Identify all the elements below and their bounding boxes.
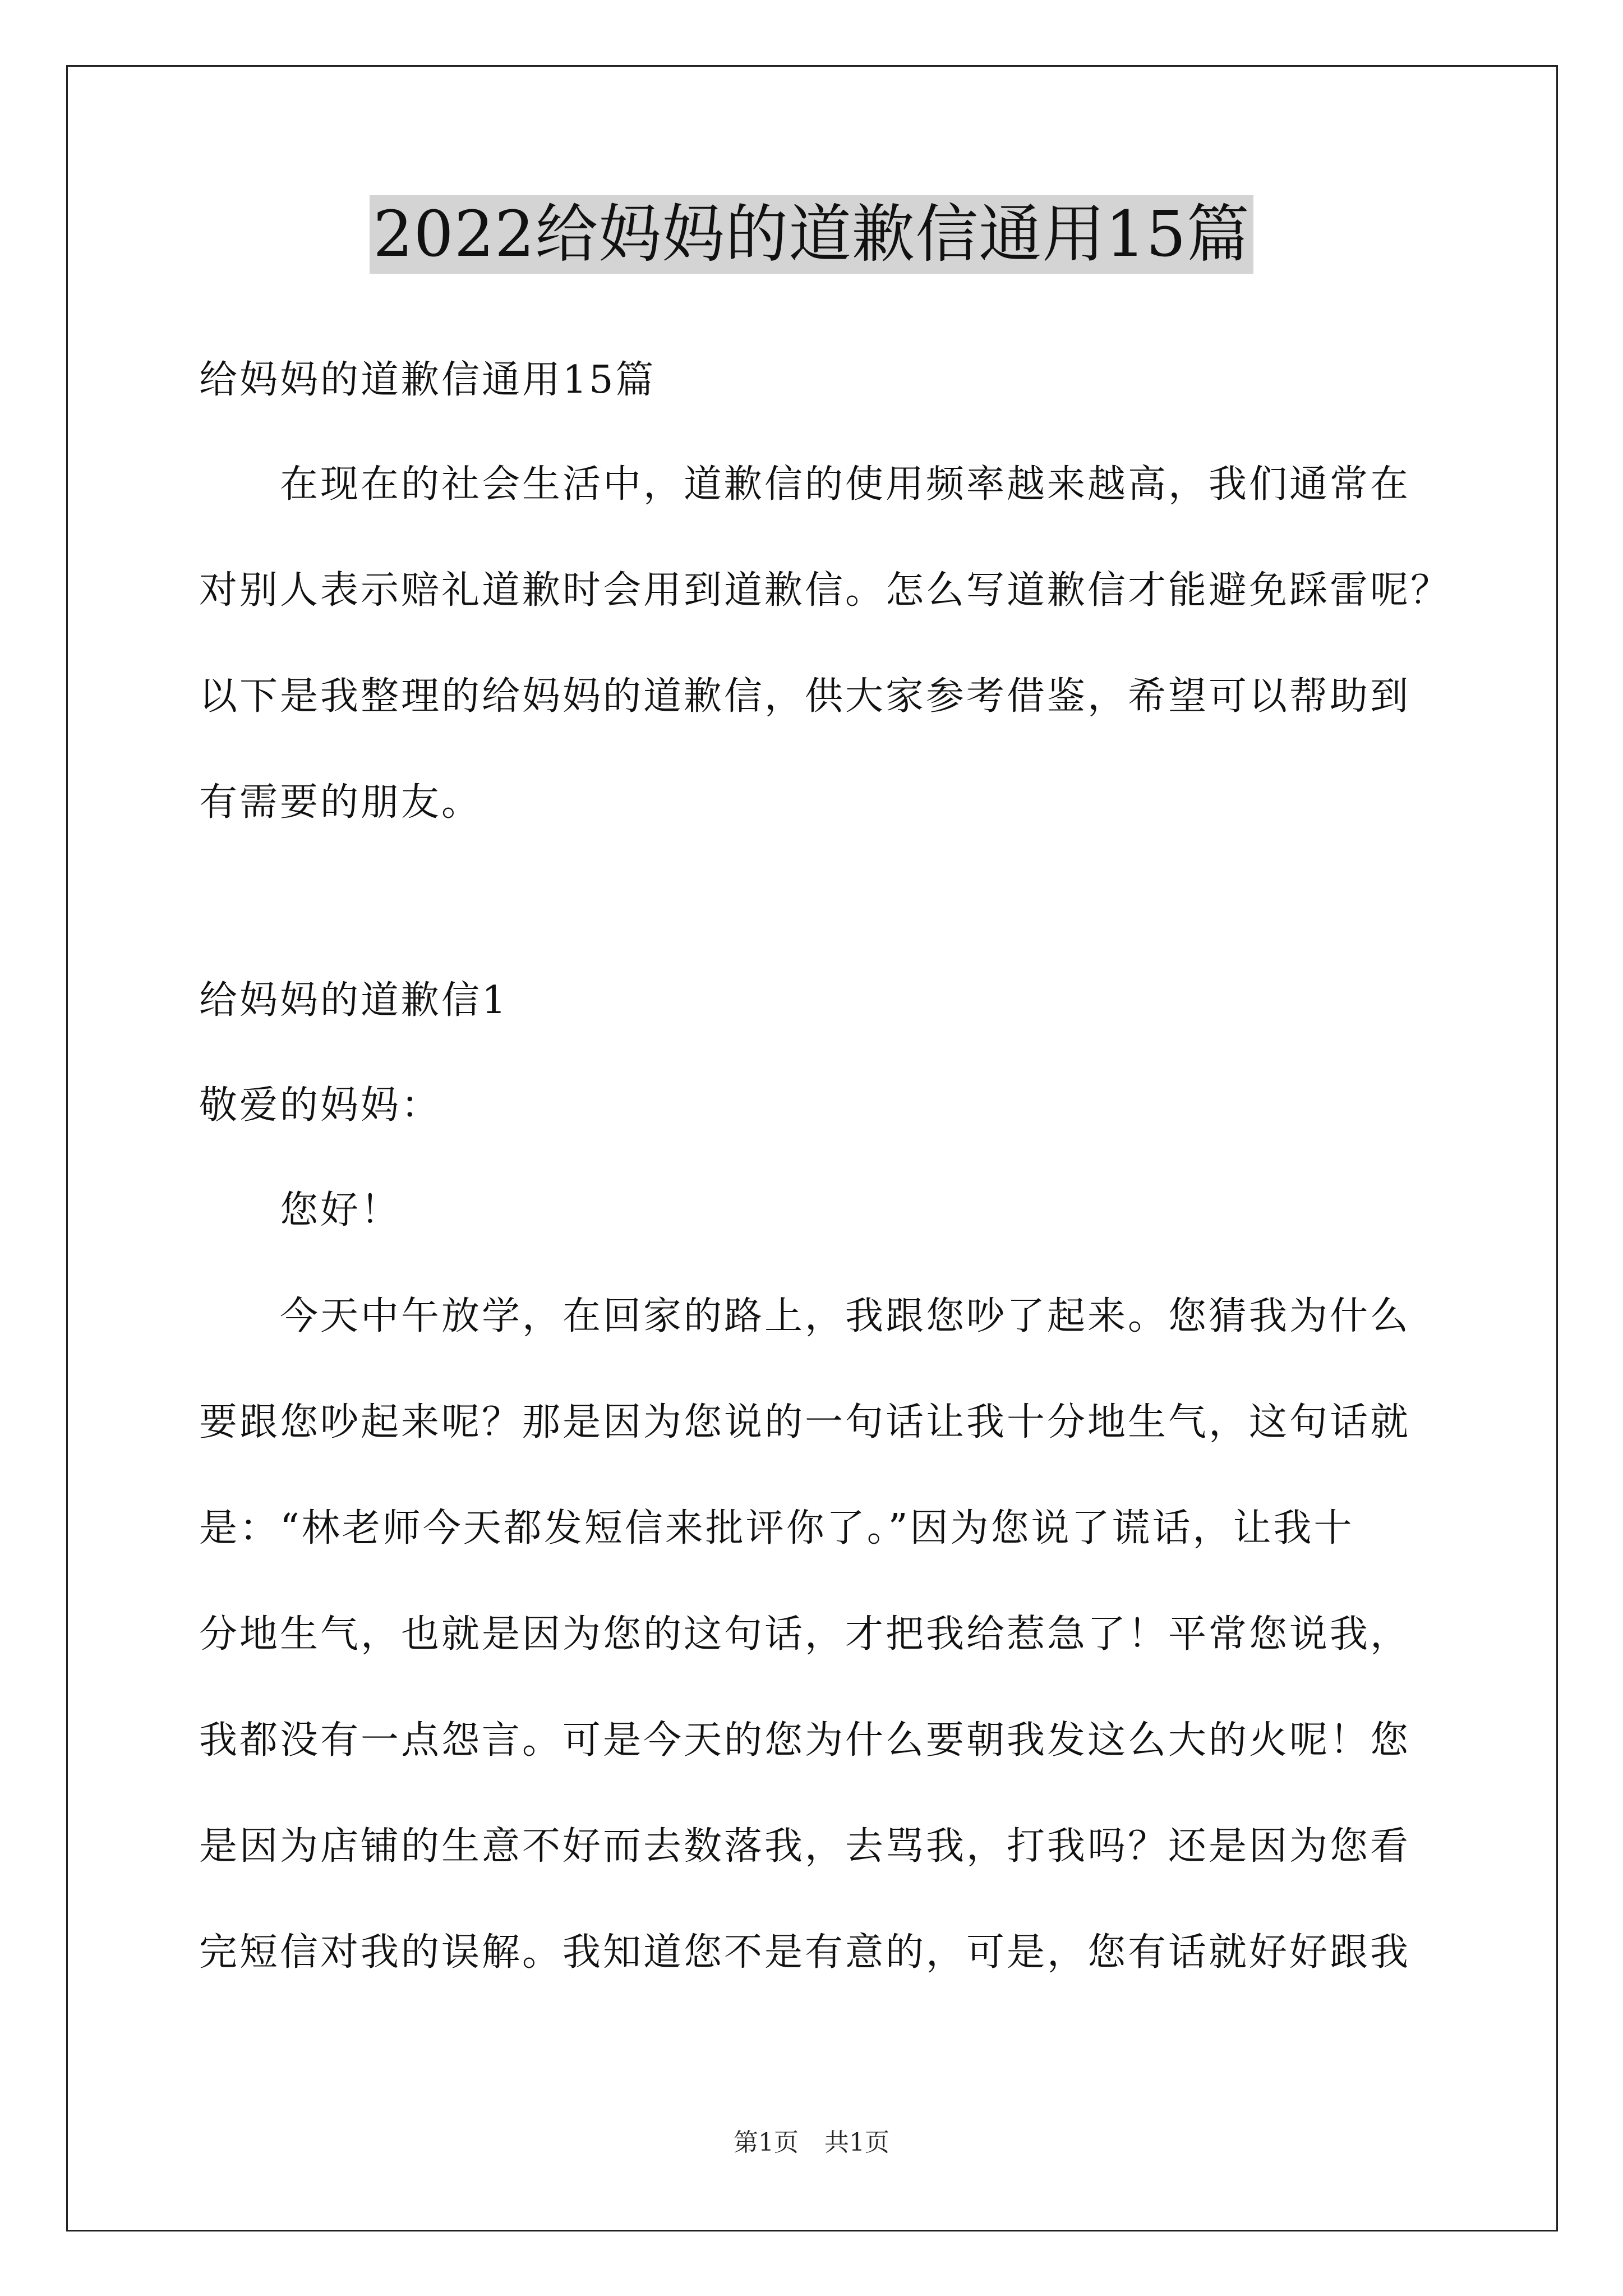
title-container (0, 195, 1623, 274)
intro-line-1: 在现在的社会生活中，道歉信的使用频率越来越高，我们通常在 (199, 462, 1411, 507)
body-line-6: 是因为店铺的生意不好而去数落我，去骂我，打我吗？还是因为您看 (199, 1824, 1411, 1869)
document-subtitle: 给妈妈的道歉信通用15篇 (199, 358, 656, 402)
letter-salutation: 敬爱的妈妈： (199, 1083, 442, 1128)
page-footer (0, 2126, 1623, 2160)
intro-line-2: 对别人表示赔礼道歉时会用到道歉信。怎么写道歉信才能避免踩雷呢？ (199, 568, 1451, 613)
intro-line-3: 以下是我整理的给妈妈的道歉信，供大家参考借鉴，希望可以帮助到 (199, 674, 1411, 719)
body-line-3: 是：“林老师今天都发短信来批评你了。”因为您说了谎话，让我十 (199, 1506, 1354, 1550)
page-number: 第1页 (734, 2128, 799, 2157)
document-title: 2022给妈妈的道歉信通用15篇 (370, 195, 1253, 274)
body-line-5: 我都没有一点怨言。可是今天的您为什么要朝我发这么大的火呢！您 (199, 1718, 1411, 1763)
letter-greeting: 您好！ (199, 1188, 402, 1232)
letter-heading: 给妈妈的道歉信1 (199, 978, 509, 1023)
page-total: 共1页 (824, 2128, 889, 2157)
body-line-2: 要跟您吵起来呢？那是因为您说的一句话让我十分地生气，这句话就 (199, 1400, 1411, 1444)
body-line-1: 今天中午放学，在回家的路上，我跟您吵了起来。您猜我为什么 (199, 1294, 1411, 1338)
body-line-4: 分地生气，也就是因为您的这句话，才把我给惹急了！平常您说我， (199, 1612, 1411, 1657)
intro-line-4: 有需要的朋友。 (199, 780, 482, 825)
body-line-7: 完短信对我的误解。我知道您不是有意的，可是，您有话就好好跟我 (199, 1930, 1411, 1975)
